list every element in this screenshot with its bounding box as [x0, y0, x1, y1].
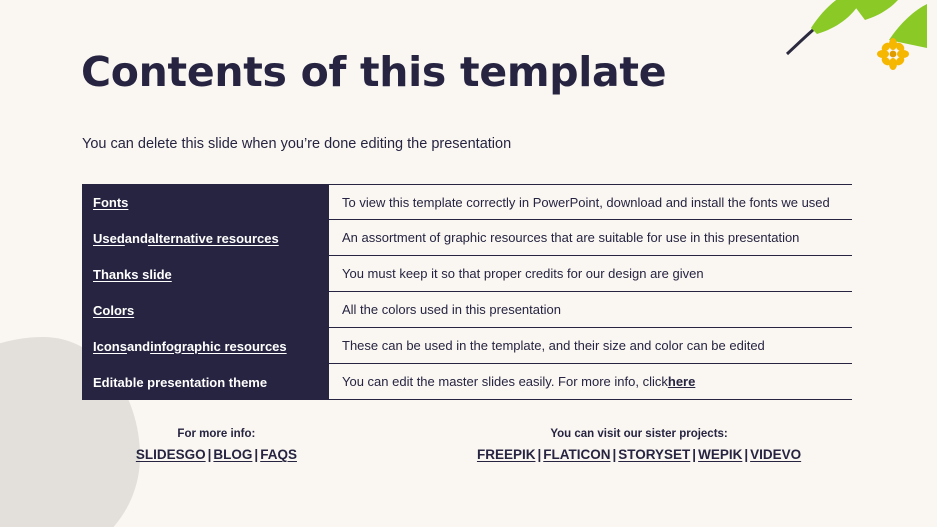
- row-label-link[interactable]: Thanks slide: [93, 266, 172, 282]
- footer-more-info-links: [136, 447, 297, 462]
- row-label-link[interactable]: Colors: [93, 302, 135, 318]
- row-description-text: All the colors used in this presentation: [342, 302, 561, 317]
- link-faqs[interactable]: FAQS: [260, 447, 297, 462]
- footer-separator: |: [744, 447, 749, 462]
- table-row[interactable]: [82, 220, 328, 256]
- footer-sister-projects: [477, 428, 801, 462]
- contents-table: [82, 184, 852, 400]
- row-label-link[interactable]: Icons: [93, 338, 127, 354]
- table-row[interactable]: [82, 184, 328, 220]
- row-label-plain: and: [124, 230, 148, 246]
- link-flaticon[interactable]: FLATICON: [543, 447, 611, 462]
- row-description-text: These can be used in the template, and their size and color can be edited: [342, 338, 765, 353]
- slide-footer: [0, 428, 937, 462]
- link-wepik[interactable]: WEPIK: [698, 447, 743, 462]
- row-label-plain: Editable presentation theme: [93, 374, 268, 390]
- table-row[interactable]: [82, 292, 328, 328]
- footer-sister-projects-links: [477, 447, 801, 462]
- footer-separator: |: [207, 447, 212, 462]
- footer-sister-projects-heading: You can visit our sister projects:: [550, 428, 728, 440]
- contents-table-labels-column: [82, 184, 328, 400]
- table-row-description: [329, 184, 852, 220]
- footer-separator: |: [612, 447, 617, 462]
- table-row-description: [329, 328, 852, 364]
- table-row[interactable]: [82, 328, 328, 364]
- row-description-text: To view this template correctly in PowerPoint, download and install the fonts we used: [342, 194, 830, 210]
- footer-separator: |: [537, 447, 542, 462]
- flower-decoration-icon: [877, 38, 909, 70]
- page-subtitle: You can delete this slide when you’re done editing the presentation: [82, 136, 512, 152]
- link-freepik[interactable]: FREEPIK: [476, 447, 536, 462]
- link-slidesgo[interactable]: SLIDESGO: [135, 447, 206, 462]
- here-link[interactable]: here: [667, 374, 696, 389]
- footer-separator: |: [692, 447, 697, 462]
- row-description-text: You must keep it so that proper credits for our design are given: [342, 266, 704, 281]
- footer-more-info: [136, 428, 297, 462]
- table-row-description: [329, 292, 852, 328]
- table-row-description: [329, 220, 852, 256]
- link-videvo[interactable]: VIDEVO: [750, 447, 802, 462]
- link-blog[interactable]: BLOG: [213, 447, 253, 462]
- contents-table-descriptions-column: [328, 184, 852, 400]
- row-description-text: An assortment of graphic resources that are suitable for use in this presentation: [342, 230, 800, 245]
- link-storyset[interactable]: STORYSET: [618, 447, 691, 462]
- footer-separator: |: [254, 447, 259, 462]
- page-title: Contents of this template: [81, 48, 667, 96]
- row-description-text: You can edit the master slides easily. For more info, click: [342, 374, 668, 389]
- footer-more-info-heading: For more info:: [177, 428, 256, 440]
- table-row[interactable]: [82, 364, 328, 400]
- row-label-link[interactable]: Used: [93, 230, 125, 246]
- row-label-link[interactable]: Fonts: [93, 194, 129, 210]
- table-row[interactable]: [82, 256, 328, 292]
- row-label-link-2[interactable]: infographic resources: [150, 338, 287, 354]
- row-label-plain: and: [126, 338, 151, 354]
- row-label-link-2[interactable]: alternative resources: [147, 230, 279, 246]
- table-row-description: [329, 364, 852, 400]
- table-row-description: [329, 256, 852, 292]
